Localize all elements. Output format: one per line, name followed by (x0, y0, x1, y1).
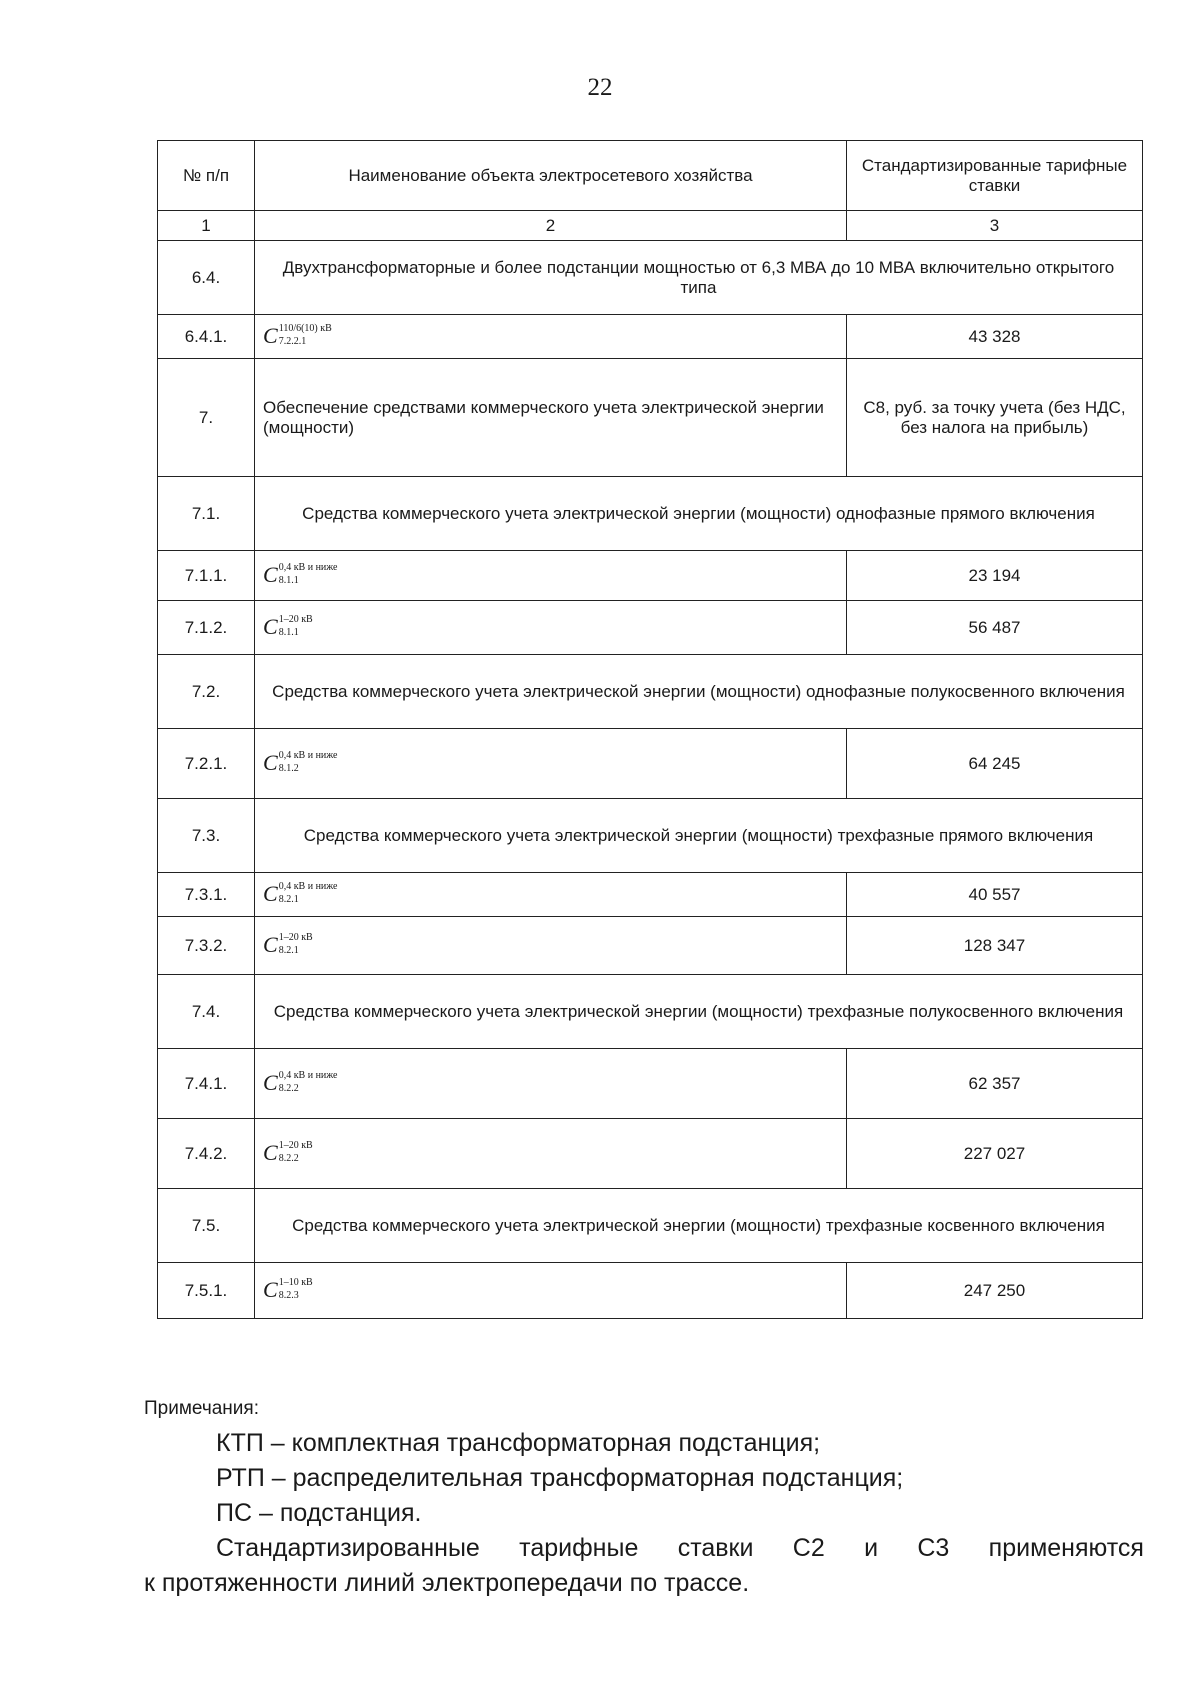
rate-letter: C (263, 614, 278, 639)
row-number: 7.3.2. (158, 917, 255, 975)
row-number: 7. (158, 359, 255, 477)
note-rates-word: тарифные (519, 1534, 639, 1562)
rate-subscript: 8.1.1 (278, 574, 299, 586)
row-number: 6.4. (158, 241, 255, 315)
rate-superscript: 1–10 кВ (278, 1277, 313, 1288)
rate-subscript: 8.1.1 (278, 626, 299, 638)
row-number: 7.1.2. (158, 601, 255, 655)
rate-formula (255, 729, 847, 799)
section-title: Средства коммерческого учета электрической энергии (мощности) трехфазные косвенного включения (255, 1189, 1143, 1263)
table-row-item (158, 601, 1143, 655)
rate-symbol (263, 1279, 313, 1301)
table-row-item (158, 917, 1143, 975)
note-rates-word: Стандартизированные (216, 1534, 480, 1562)
note-ps: ПС – подстанция. (216, 1499, 422, 1527)
notes-title: Примечания: (144, 1398, 259, 1419)
table-row-section (158, 241, 1143, 315)
rate-value: 128 347 (847, 917, 1143, 975)
rate-subscript: 7.2.2.1 (278, 335, 307, 347)
group-rate-unit: С8, руб. за точку учета (без НДС, без налога на прибыль) (847, 359, 1143, 477)
row-number: 7.4.2. (158, 1119, 255, 1189)
rate-symbol (263, 752, 338, 774)
rate-formula (255, 1049, 847, 1119)
rate-value: 40 557 (847, 873, 1143, 917)
rate-formula (255, 551, 847, 601)
header-rates: Стандартизированные тарифные ставки (847, 141, 1143, 211)
column-number-row (158, 211, 1143, 241)
rate-subscript: 8.2.2 (278, 1152, 299, 1164)
table-body (158, 241, 1143, 1319)
section-title: Двухтрансформаторные и более подстанции мощностью от 6,3 МВА до 10 МВА включительно открытого типа (255, 241, 1143, 315)
rate-subscript: 8.2.2 (278, 1082, 299, 1094)
row-number: 7.2.1. (158, 729, 255, 799)
row-number: 7.4. (158, 975, 255, 1049)
rate-letter: C (263, 1140, 278, 1165)
rate-formula (255, 601, 847, 655)
page-number: 22 (587, 74, 613, 101)
table-row-section (158, 477, 1143, 551)
row-number: 7.1.1. (158, 551, 255, 601)
rate-symbol (263, 616, 313, 638)
notes (144, 1398, 1144, 1601)
rate-letter: C (263, 750, 278, 775)
table-row-item (158, 551, 1143, 601)
table-row-section (158, 655, 1143, 729)
row-number: 7.1. (158, 477, 255, 551)
rate-value: 56 487 (847, 601, 1143, 655)
note-ktp: КТП – комплектная трансформаторная подстанция; (216, 1429, 821, 1457)
header-num: № п/п (158, 141, 255, 211)
rate-letter: C (263, 881, 278, 906)
rate-letter: C (263, 1277, 278, 1302)
row-number: 7.3. (158, 799, 255, 873)
note-rates-word: ставки (677, 1534, 754, 1562)
table-row-section (158, 799, 1143, 873)
rate-symbol (263, 325, 332, 347)
section-title: Средства коммерческого учета электрической энергии (мощности) однофазные прямого включения (255, 477, 1143, 551)
row-number: 7.2. (158, 655, 255, 729)
rate-superscript: 1–20 кВ (278, 1140, 313, 1151)
table-row-item (158, 1263, 1143, 1319)
rate-formula (255, 315, 847, 359)
rate-superscript: 0,4 кВ и ниже (278, 881, 338, 892)
note-rates-word: и (864, 1534, 879, 1562)
section-title: Средства коммерческого учета электрической энергии (мощности) трехфазные полукосвенного включения (255, 975, 1143, 1049)
rate-subscript: 8.2.1 (278, 893, 299, 905)
note-rates-paragraph (144, 1531, 1144, 1601)
row-number: 7.5. (158, 1189, 255, 1263)
row-number: 7.4.1. (158, 1049, 255, 1119)
rate-symbol (263, 934, 313, 956)
rate-symbol (263, 1142, 313, 1164)
rate-value: 247 250 (847, 1263, 1143, 1319)
rate-value: 23 194 (847, 551, 1143, 601)
col-number-3: 3 (847, 211, 1143, 241)
rate-letter: C (263, 323, 278, 348)
note-rtp: РТП – распределительная трансформаторная подстанция; (216, 1464, 904, 1492)
header-name: Наименование объекта электросетевого хозяйства (255, 141, 847, 211)
table-header-row (158, 141, 1143, 211)
row-number: 7.5.1. (158, 1263, 255, 1319)
rate-symbol (263, 883, 338, 905)
rate-superscript: 0,4 кВ и ниже (278, 562, 338, 573)
rate-subscript: 8.2.1 (278, 944, 299, 956)
rate-value: 43 328 (847, 315, 1143, 359)
group-title: Обеспечение средствами коммерческого учета электрической энергии (мощности) (255, 359, 847, 477)
row-number: 6.4.1. (158, 315, 255, 359)
rate-subscript: 8.2.3 (278, 1289, 299, 1301)
rate-subscript: 8.1.2 (278, 762, 299, 774)
table-row-item (158, 1119, 1143, 1189)
rate-symbol (263, 564, 338, 586)
table-row-item (158, 873, 1143, 917)
rate-superscript: 0,4 кВ и ниже (278, 750, 338, 761)
col-number-1: 1 (158, 211, 255, 241)
rate-letter: C (263, 562, 278, 587)
note-rates-word: С3 (917, 1534, 950, 1562)
table-row-item (158, 729, 1143, 799)
rate-superscript: 0,4 кВ и ниже (278, 1070, 338, 1081)
rate-formula (255, 1263, 847, 1319)
rate-superscript: 1–20 кВ (278, 614, 313, 625)
rate-symbol (263, 1072, 338, 1094)
row-number: 7.3.1. (158, 873, 255, 917)
table-row-item (158, 315, 1143, 359)
tariff-table (157, 140, 1143, 1319)
note-rates-first-line (144, 1531, 1144, 1566)
rate-letter: C (263, 1070, 278, 1095)
rate-value: 227 027 (847, 1119, 1143, 1189)
rate-formula (255, 1119, 847, 1189)
rate-value: 62 357 (847, 1049, 1143, 1119)
note-rates-tail: к протяженности линий электропередачи по трассе. (144, 1569, 750, 1597)
col-number-2: 2 (255, 211, 847, 241)
note-rates-word: применяются (988, 1534, 1144, 1562)
rate-letter: C (263, 932, 278, 957)
rate-superscript: 110/6(10) кВ (278, 323, 332, 334)
rate-value: 64 245 (847, 729, 1143, 799)
rate-formula (255, 873, 847, 917)
table-row-group (158, 359, 1143, 477)
rate-superscript: 1–20 кВ (278, 932, 313, 943)
table-row-section (158, 1189, 1143, 1263)
table-row-item (158, 1049, 1143, 1119)
table-row-section (158, 975, 1143, 1049)
rate-formula (255, 917, 847, 975)
section-title: Средства коммерческого учета электрической энергии (мощности) однофазные полукосвенного включения (255, 655, 1143, 729)
section-title: Средства коммерческого учета электрической энергии (мощности) трехфазные прямого включения (255, 799, 1143, 873)
note-rates-word: С2 (792, 1534, 825, 1562)
